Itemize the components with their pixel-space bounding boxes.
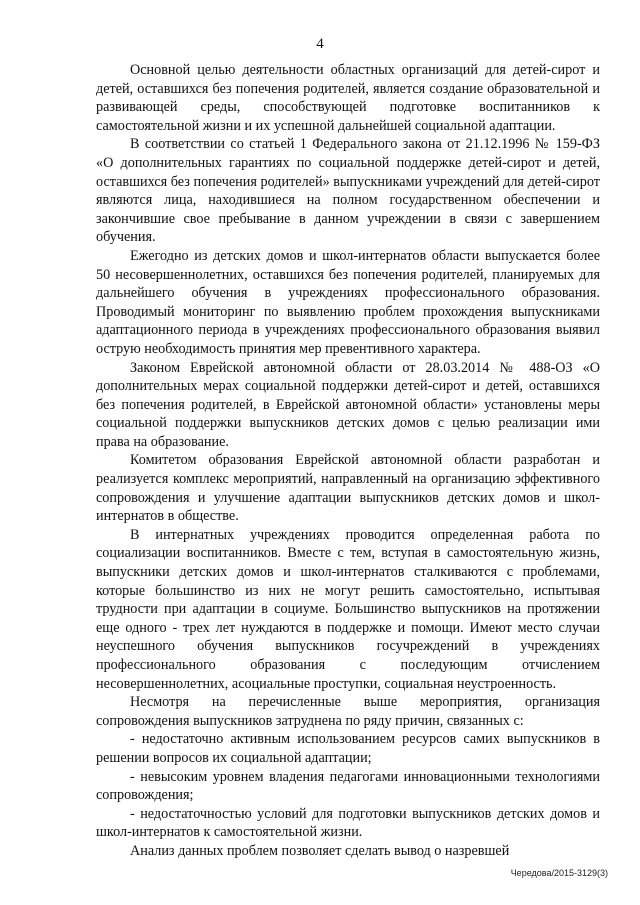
paragraph: В соответствии со статьей 1 Федерального закона от 21.12.1996 № 159-ФЗ «О дополнительных гарантиях по социальной поддержке детей-сирот и детей, оставшихся без попечения родителей» выпускниками учреждений для детей-сирот являются лица, находившиеся на полном государственном обеспечении и закончившие свое пребывание в данном учреждении в связи с завершением обучения. [96, 136, 600, 246]
paragraph: Анализ данных проблем позволяет сделать вывод о назревшей [130, 842, 510, 859]
document-code: Чередова/2015-3129(3) [510, 868, 608, 878]
paragraph: Комитетом образования Еврейской автономной области разработан и реализуется комплекс мероприятий, направленный на организацию эффективного сопровождения и улучшение адаптации выпускников детских домов и школ-интернатов в обществе. [96, 452, 600, 525]
paragraph: Основной целью деятельности областных организаций для детей-сирот и детей, оставшихся без попечения родителей, является создание образовательной и развивающей среды, способствующей подготовке воспитанников к самостоятельной жизни и их успешной дальнейшей социальной адаптации. [96, 62, 600, 134]
paragraph: Законом Еврейской автономной области от 28.03.2014 № 488-ОЗ «О дополнительных мерах социальной поддержки детей-сирот и детей, оставшихся без попечения родителей, в Еврейской автономной области» установлены меры социальной поддержки выпускников детских домов с целью реализации ими права на образование. [96, 359, 600, 450]
paragraph: В интернатных учреждениях проводится определенная работа по социализации воспитанников. Вместе с тем, вступая в самостоятельную жизнь, выпускники детских домов и школ-интернатов сталкиваются с проблемами, которые большинство из них не могут решить самостоятельно, испытывая трудности при адаптации в социуме. Большинство выпускников на протяжении еще одного - трех лет нуждаются в поддержке и помощи. Имеют место случаи неуспешного обучения выпускников госучреждений в учреждениях профессионального образования с последующим отчислением несовершеннолетних, асоциальные проступки, социальная неустроенность. [96, 526, 600, 692]
list-item: - недостаточно активным использованием ресурсов самих выпускников в решении вопросов их социальной адаптации; [96, 731, 600, 766]
paragraph: Ежегодно из детских домов и школ-интернатов области выпускается более 50 несовершеннолетних, оставшихся без попечения родителей, планируемых для дальнейшего обучения в учреждениях профессионального образования. Проводимый мониторинг по выявлению проблем прохождения выпускниками адаптационного периода в учреждениях профессионального образования выявил острую необходимость принятия мер превентивного характера. [96, 247, 600, 357]
page-number: 4 [316, 36, 324, 52]
list-item: - недостаточностью условий для подготовки выпускников детских домов и школ-интернатов к самостоятельной жизни. [96, 805, 600, 841]
list-item: - невысоким уровнем владения педагогами инновационными технологиями сопровождения; [96, 768, 600, 804]
paragraph: Несмотря на перечисленные выше мероприятия, организация сопровождения выпускников затруднена по ряду причин, связанных с: [96, 694, 600, 729]
document-body [96, 61, 600, 861]
